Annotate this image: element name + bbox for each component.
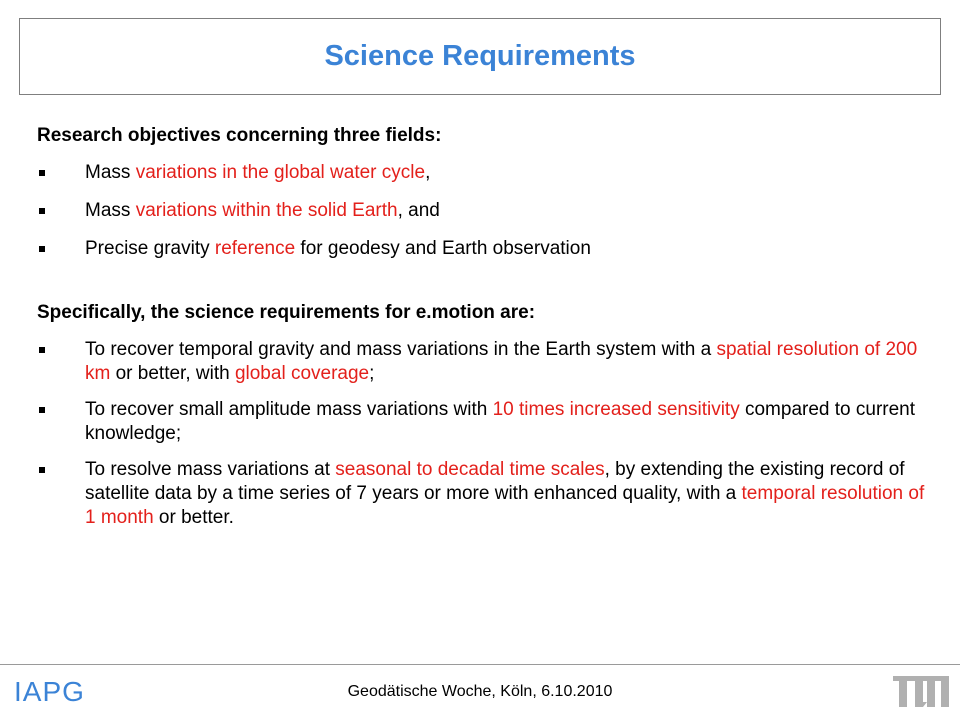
body-text: Mass xyxy=(85,162,136,183)
bullet-square-icon xyxy=(39,246,45,252)
footer-divider xyxy=(0,664,960,665)
body-text: To recover small amplitude mass variations with xyxy=(85,399,493,420)
bullet-square-icon xyxy=(39,347,45,353)
highlight-text: reference xyxy=(214,238,296,259)
highlight-text: seasonal to decadal time scales xyxy=(335,459,605,480)
slide-title: Science Requirements xyxy=(324,40,636,72)
body-text: compared to current knowledge; xyxy=(85,399,916,444)
iapg-logo: IAPG xyxy=(14,676,85,707)
list-item xyxy=(37,458,937,530)
body-text: for geodesy and Earth observation xyxy=(295,238,591,259)
section2-list xyxy=(37,338,937,530)
section2-heading: Specifically, the science requirements for e.motion are: xyxy=(37,302,536,323)
highlight-text: variations in the global water cycle xyxy=(135,162,426,183)
body-text: Mass xyxy=(85,200,136,221)
list-item xyxy=(37,338,937,386)
body-text: ; xyxy=(369,363,375,384)
body-text: , xyxy=(425,162,431,183)
list-item-text xyxy=(85,399,915,444)
list-item-text xyxy=(85,162,430,183)
body-text: Precise gravity xyxy=(85,238,215,259)
list-item-text xyxy=(85,200,440,221)
highlight-text: global coverage xyxy=(234,363,370,384)
bullet-square-icon xyxy=(39,208,45,214)
list-item xyxy=(37,199,937,223)
body-text: To resolve mass variations at xyxy=(85,459,336,480)
section1-heading: Research objectives concerning three fields: xyxy=(37,125,442,146)
list-item-text xyxy=(85,238,591,259)
highlight-text: variations within the solid Earth xyxy=(135,200,398,221)
bullet-square-icon xyxy=(39,407,45,413)
list-item xyxy=(37,161,937,185)
title-box xyxy=(19,18,941,95)
body-text: , and xyxy=(397,200,440,221)
highlight-text: spatial resolution of 200 km xyxy=(85,339,918,384)
body-text: or better, with xyxy=(110,363,235,384)
list-item xyxy=(37,398,937,446)
slide-content xyxy=(37,124,937,542)
list-item-text xyxy=(85,339,917,384)
tum-logo-icon xyxy=(893,676,949,707)
highlight-text: temporal resolution of 1 month xyxy=(85,483,925,528)
list-item xyxy=(37,237,937,261)
body-text: , by extending the existing record of satellite data by a time series of 7 years or more with enhanced quality, with a xyxy=(85,459,905,504)
footer-text: Geodätische Woche, Köln, 6.10.2010 xyxy=(347,683,613,700)
bullet-square-icon xyxy=(39,170,45,176)
list-item-text xyxy=(85,459,924,528)
bullet-square-icon xyxy=(39,467,45,473)
highlight-text: 10 times increased sensitivity xyxy=(492,399,740,420)
body-text: or better. xyxy=(153,507,234,528)
section1-list xyxy=(37,161,937,261)
body-text: To recover temporal gravity and mass variations in the Earth system with a xyxy=(85,339,717,360)
